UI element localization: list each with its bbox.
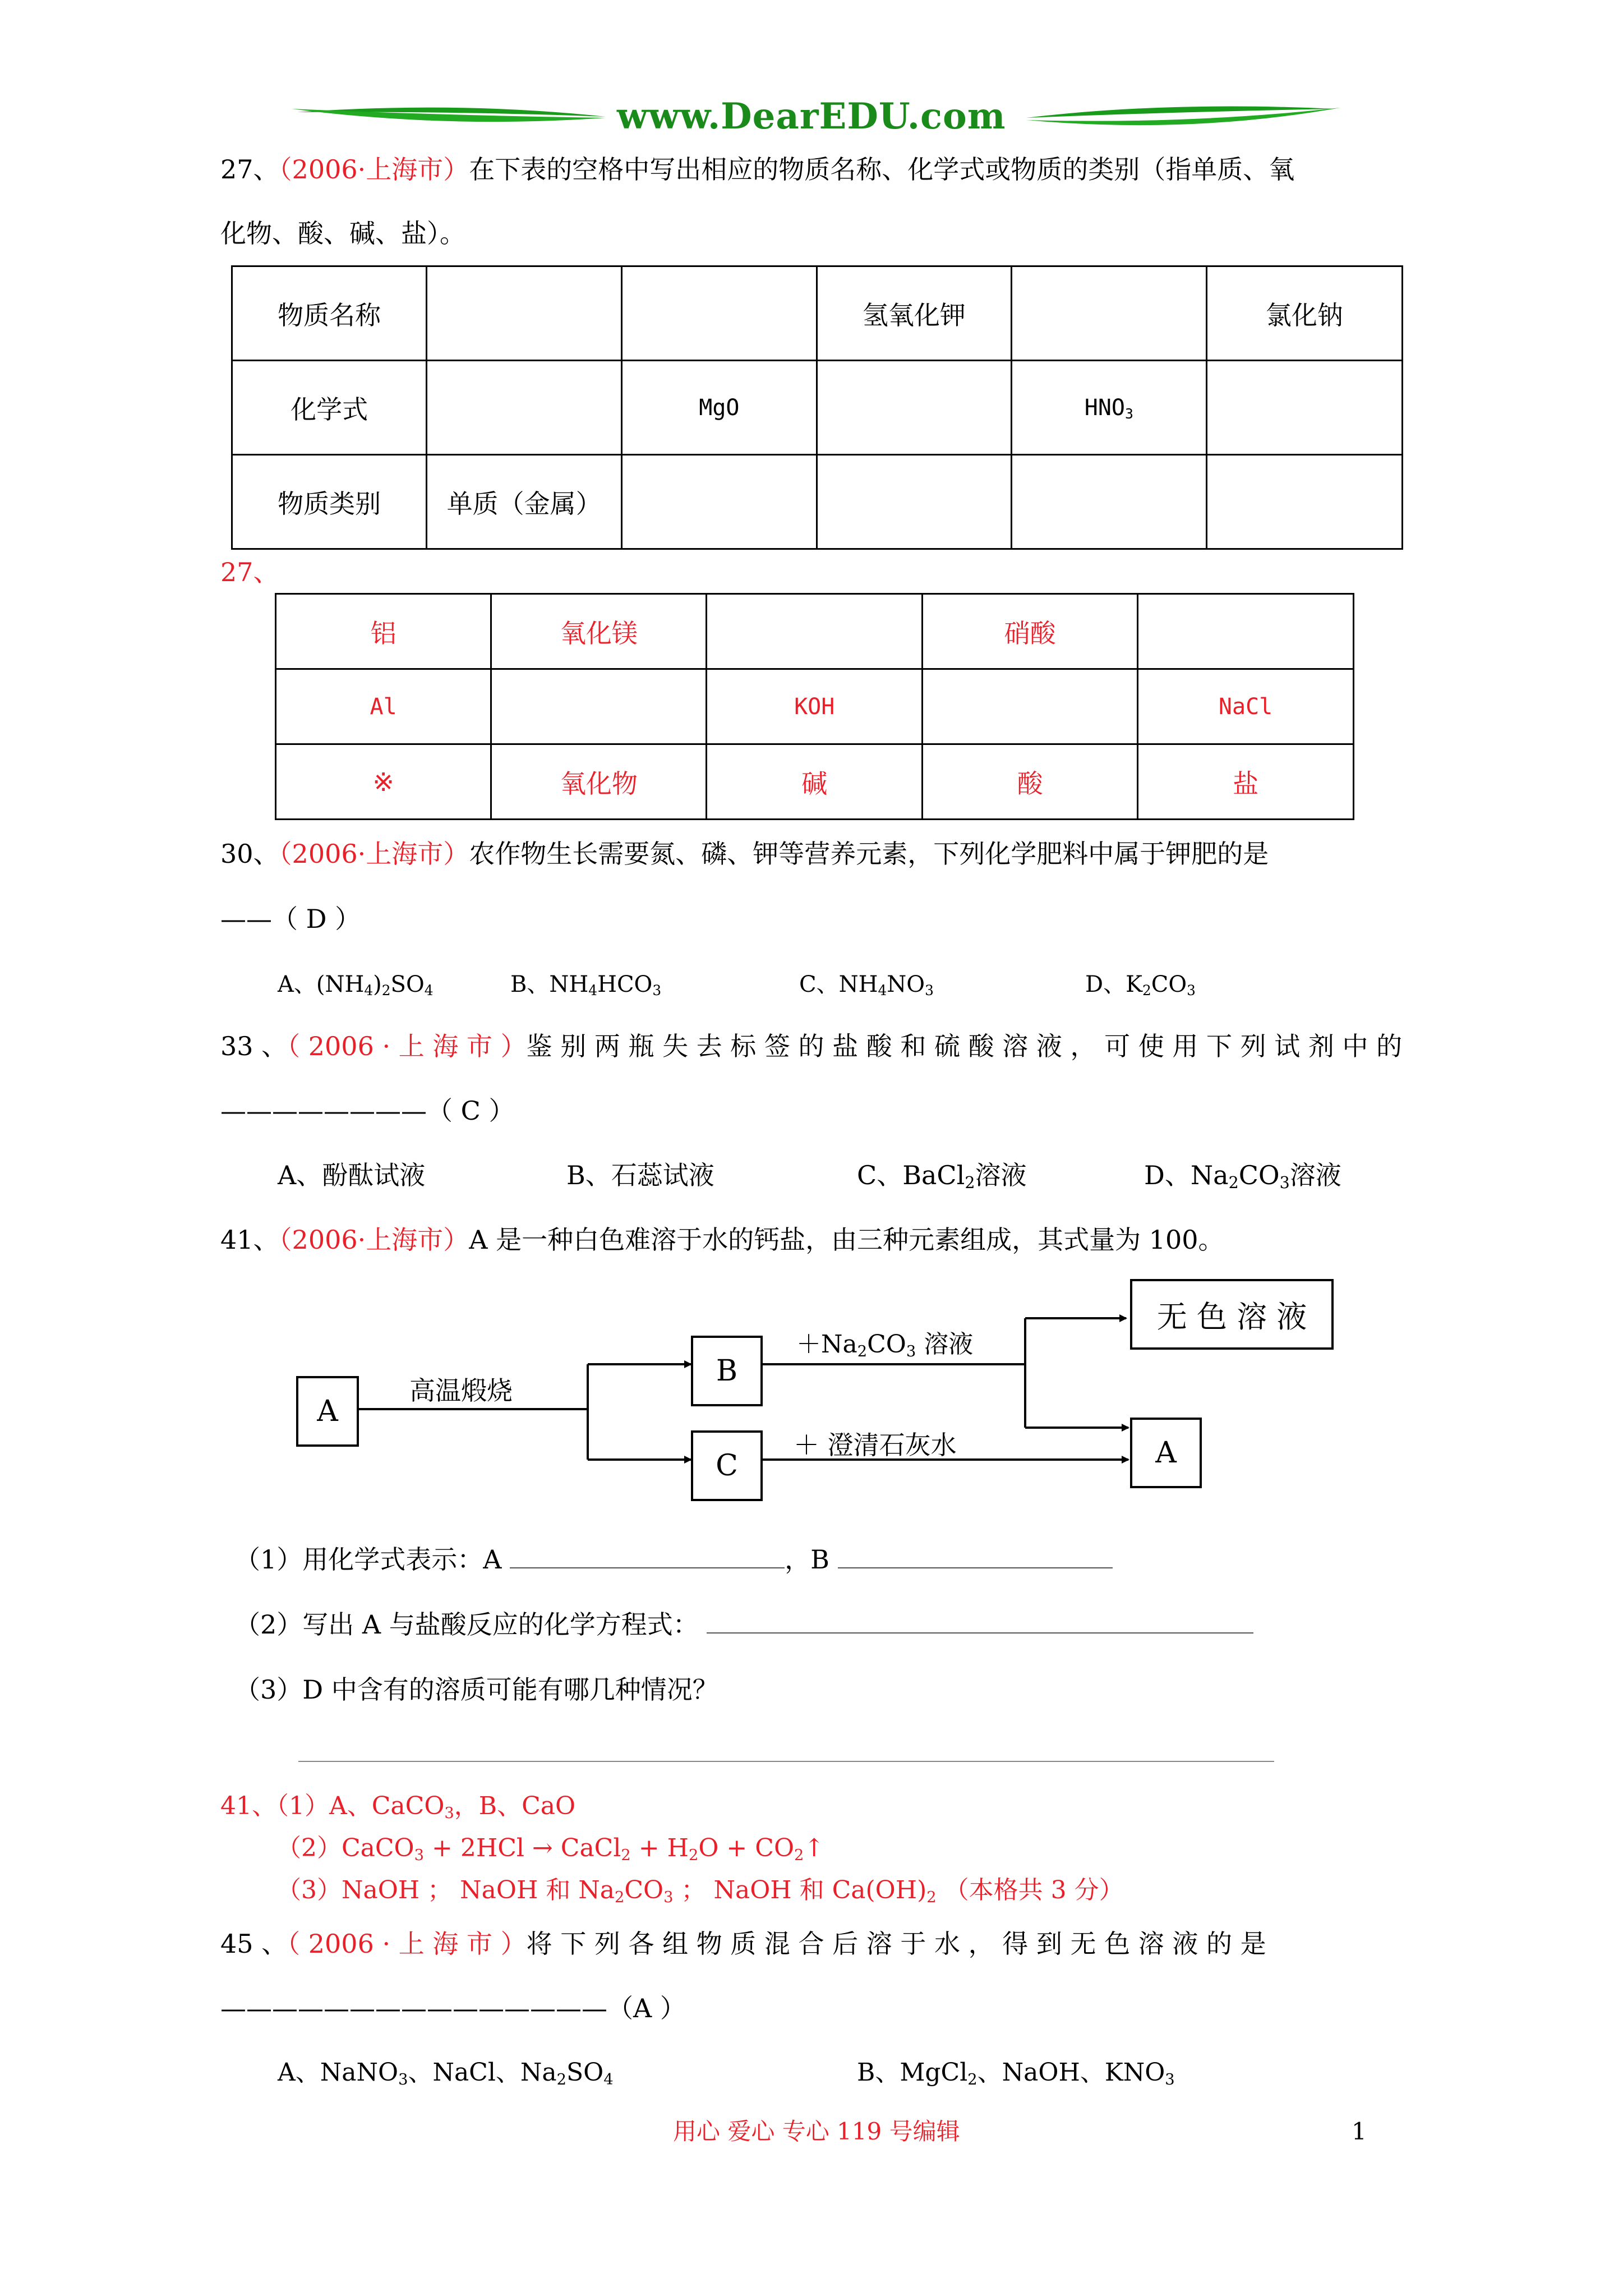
- q30-answer: ——（ D ）: [220, 904, 361, 934]
- q45-option-a[interactable]: A、NaNO$_3$、NaCl、$Na_2SO_4$: [278, 2058, 614, 2088]
- q30-option-c[interactable]: C、$NH_4NO_3$: [799, 972, 934, 999]
- q45-answer: ———————————————（A ）: [220, 1993, 686, 2023]
- page-number: 1: [1352, 2118, 1367, 2145]
- a41-line1: 41、（1）A、CaCO$_3$，B、CaO: [220, 1792, 576, 1822]
- answer-blank-d[interactable]: [298, 1761, 1274, 1762]
- q41-sub2: （2）写出 A 与盐酸反应的化学方程式：: [234, 1608, 1253, 1641]
- q45-option-b[interactable]: B、MgCl$_2$、NaOH、$KNO_3$: [857, 2058, 1175, 2088]
- a27-num: 27、: [220, 557, 279, 587]
- box-c: C: [691, 1430, 763, 1501]
- answer-blank-equation[interactable]: [707, 1610, 1253, 1634]
- box-b: B: [691, 1336, 763, 1406]
- q33-answer: ————————（ C ）: [220, 1096, 515, 1126]
- label-na2co3: $+Na_2CO_3$ 溶液: [796, 1330, 974, 1360]
- q33-option-b[interactable]: B、石蕊试液: [566, 1160, 714, 1190]
- q41-line1: 41、（2006·上海市）A 是一种白色难溶于水的钙盐，由三种元素组成，其式量为 100。: [220, 1225, 1224, 1255]
- q33-option-c[interactable]: C、BaCl$_2$溶液: [857, 1160, 1027, 1193]
- answer-blank-a[interactable]: [510, 1545, 785, 1568]
- table-row: ※ 氧化物 碱 酸 盐: [276, 744, 1354, 820]
- q33-option-a[interactable]: A、酚酞试液: [278, 1160, 426, 1190]
- q30-option-b[interactable]: B、$NH_4HCO_3$: [510, 972, 662, 999]
- box-result: 无 色 溶 液: [1130, 1279, 1334, 1350]
- table-row: 化学式 MgO $HNO_3$: [232, 361, 1403, 455]
- answer-blank-b[interactable]: [838, 1545, 1113, 1568]
- q27-source: （2006·上海市）: [279, 154, 469, 185]
- box-a-left: A: [296, 1376, 359, 1447]
- label-heat: 高温煅烧: [409, 1375, 513, 1406]
- q33-option-d[interactable]: D、$Na_2CO_3$溶液: [1144, 1160, 1341, 1193]
- header-site-text: www.DearEDU.com: [617, 95, 1006, 137]
- table-row: 物质类别 单质（金属）: [232, 455, 1403, 549]
- q30-line1: 30、（2006·上海市）农作物生长需要氮、磷、钾等营养元素，下列化学肥料中属于钾肥的是: [220, 839, 1269, 869]
- q30-option-a[interactable]: A、$(NH_4)_2SO_4$: [278, 972, 434, 999]
- q41-sub3: （3）D 中含有的溶质可能有哪几种情况？: [234, 1674, 718, 1705]
- q27-line1: 27、（2006·上海市）在下表的空格中写出相应的物质名称、化学式或物质的类别（指单质、氧: [220, 154, 1295, 185]
- q33-line1: 33 、（ 2006 · 上 海 市 ）鉴 别 两 瓶 失 去 标 签 的 盐 酸 和 硫 酸 溶 液 ， 可 使 用 下 列 试 剂 中 的: [220, 1031, 1403, 1061]
- a41-line3: （3）NaOH ； NaOH 和 $Na_2CO_3$ ； NaOH 和 $Ca(OH)_2$ （本格共 3 分）: [276, 1876, 1124, 1906]
- q30-option-d[interactable]: D、$K_2CO_3$: [1085, 972, 1196, 999]
- label-limewater: ＋ 澄清石灰水: [794, 1430, 957, 1460]
- q45-line1: 45 、（ 2006 · 上 海 市 ）将 下 列 各 组 物 质 混 合 后 溶 于 水 ， 得 到 无 色 溶 液 的 是: [220, 1929, 1266, 1959]
- a27-table: [275, 593, 1354, 820]
- a41-line2: （2）CaCO$_3$ + 2HCl → CaCl$_2$ + $H_2O$ + $CO_2↑$: [276, 1834, 825, 1864]
- header-logo: [292, 95, 1340, 151]
- table-row: 铝 氧化镁 硝酸: [276, 594, 1354, 669]
- footer-text: 用心 爱心 专心 119 号编辑: [673, 2118, 960, 2145]
- q27-table: [231, 265, 1403, 550]
- table-row: 物质名称 氢氧化钾 氯化钠: [232, 266, 1403, 361]
- table-row: Al KOH NaCl: [276, 669, 1354, 744]
- q41-sub1: （1）用化学式表示：A ，B: [234, 1543, 1113, 1576]
- q27-line2: 化物、酸、碱、盐）。: [220, 218, 465, 249]
- box-a-right: A: [1130, 1418, 1202, 1488]
